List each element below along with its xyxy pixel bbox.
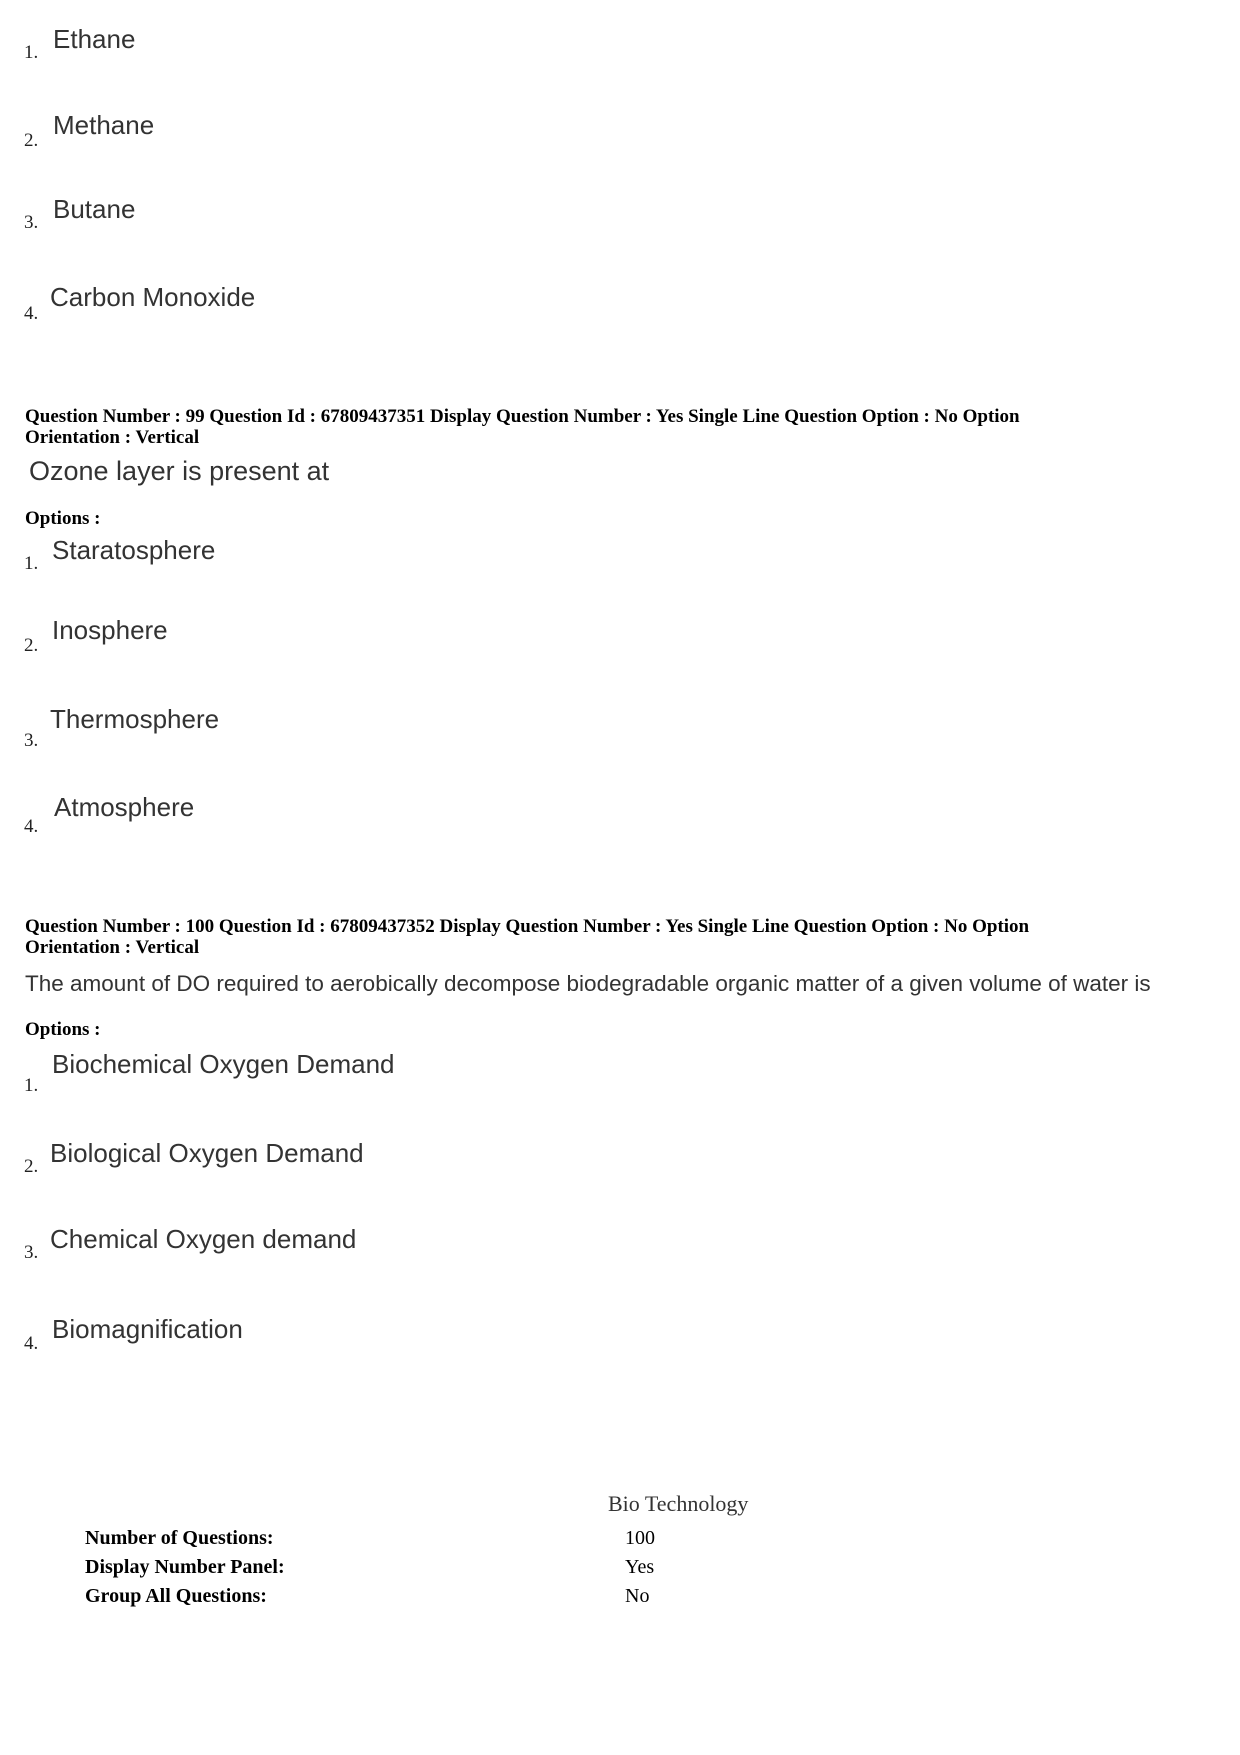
summary-value: 100: [625, 1527, 655, 1549]
option-number: 1.: [24, 1075, 39, 1096]
option-number: 2.: [24, 635, 39, 656]
option-number: 2.: [24, 130, 39, 151]
option-text: Inosphere: [52, 615, 168, 645]
options-label: Options :: [25, 508, 101, 529]
option-text: Ethane: [53, 24, 136, 54]
option-number: 3.: [24, 730, 39, 751]
option-text: Butane: [53, 194, 136, 224]
option-text: Methane: [53, 110, 155, 140]
question-meta: Question Number : 99 Question Id : 67809437351 Display Question Number : Yes Single Line Question Option : No Option: [25, 406, 1020, 427]
option-text: Carbon Monoxide: [50, 282, 256, 312]
question-meta-orientation: Orientation : Vertical: [25, 427, 200, 448]
section-title: Bio Technology: [608, 1491, 749, 1516]
option-number: 2.: [24, 1156, 39, 1177]
option-number: 1.: [24, 42, 39, 63]
question-text: Ozone layer is present at: [29, 456, 330, 486]
summary-label: Display Number Panel:: [85, 1556, 285, 1578]
option-text: Biological Oxygen Demand: [50, 1138, 364, 1168]
option-number: 4.: [24, 816, 39, 837]
summary-label: Group All Questions:: [85, 1585, 267, 1607]
option-number: 3.: [24, 212, 39, 233]
option-text: Thermosphere: [50, 704, 220, 734]
question-meta: Question Number : 100 Question Id : 67809437352 Display Question Number : Yes Single Line Question Option : No Option: [25, 916, 1030, 937]
option-text: Staratosphere: [52, 535, 216, 565]
summary-value: Yes: [625, 1556, 655, 1578]
question-meta-orientation: Orientation : Vertical: [25, 937, 200, 958]
options-label: Options :: [25, 1019, 101, 1040]
option-text: Biochemical Oxygen Demand: [52, 1049, 395, 1079]
option-number: 4.: [24, 303, 39, 324]
question-text: The amount of DO required to aerobically decompose biodegradable organic matter of a given volume of water is: [25, 971, 1151, 996]
option-text: Atmosphere: [54, 792, 195, 822]
option-text: Chemical Oxygen demand: [50, 1224, 357, 1254]
option-number: 1.: [24, 553, 39, 574]
summary-value: No: [625, 1585, 650, 1607]
option-number: 3.: [24, 1242, 39, 1263]
option-text: Biomagnification: [52, 1314, 243, 1344]
summary-label: Number of Questions:: [85, 1527, 274, 1549]
option-number: 4.: [24, 1333, 39, 1354]
